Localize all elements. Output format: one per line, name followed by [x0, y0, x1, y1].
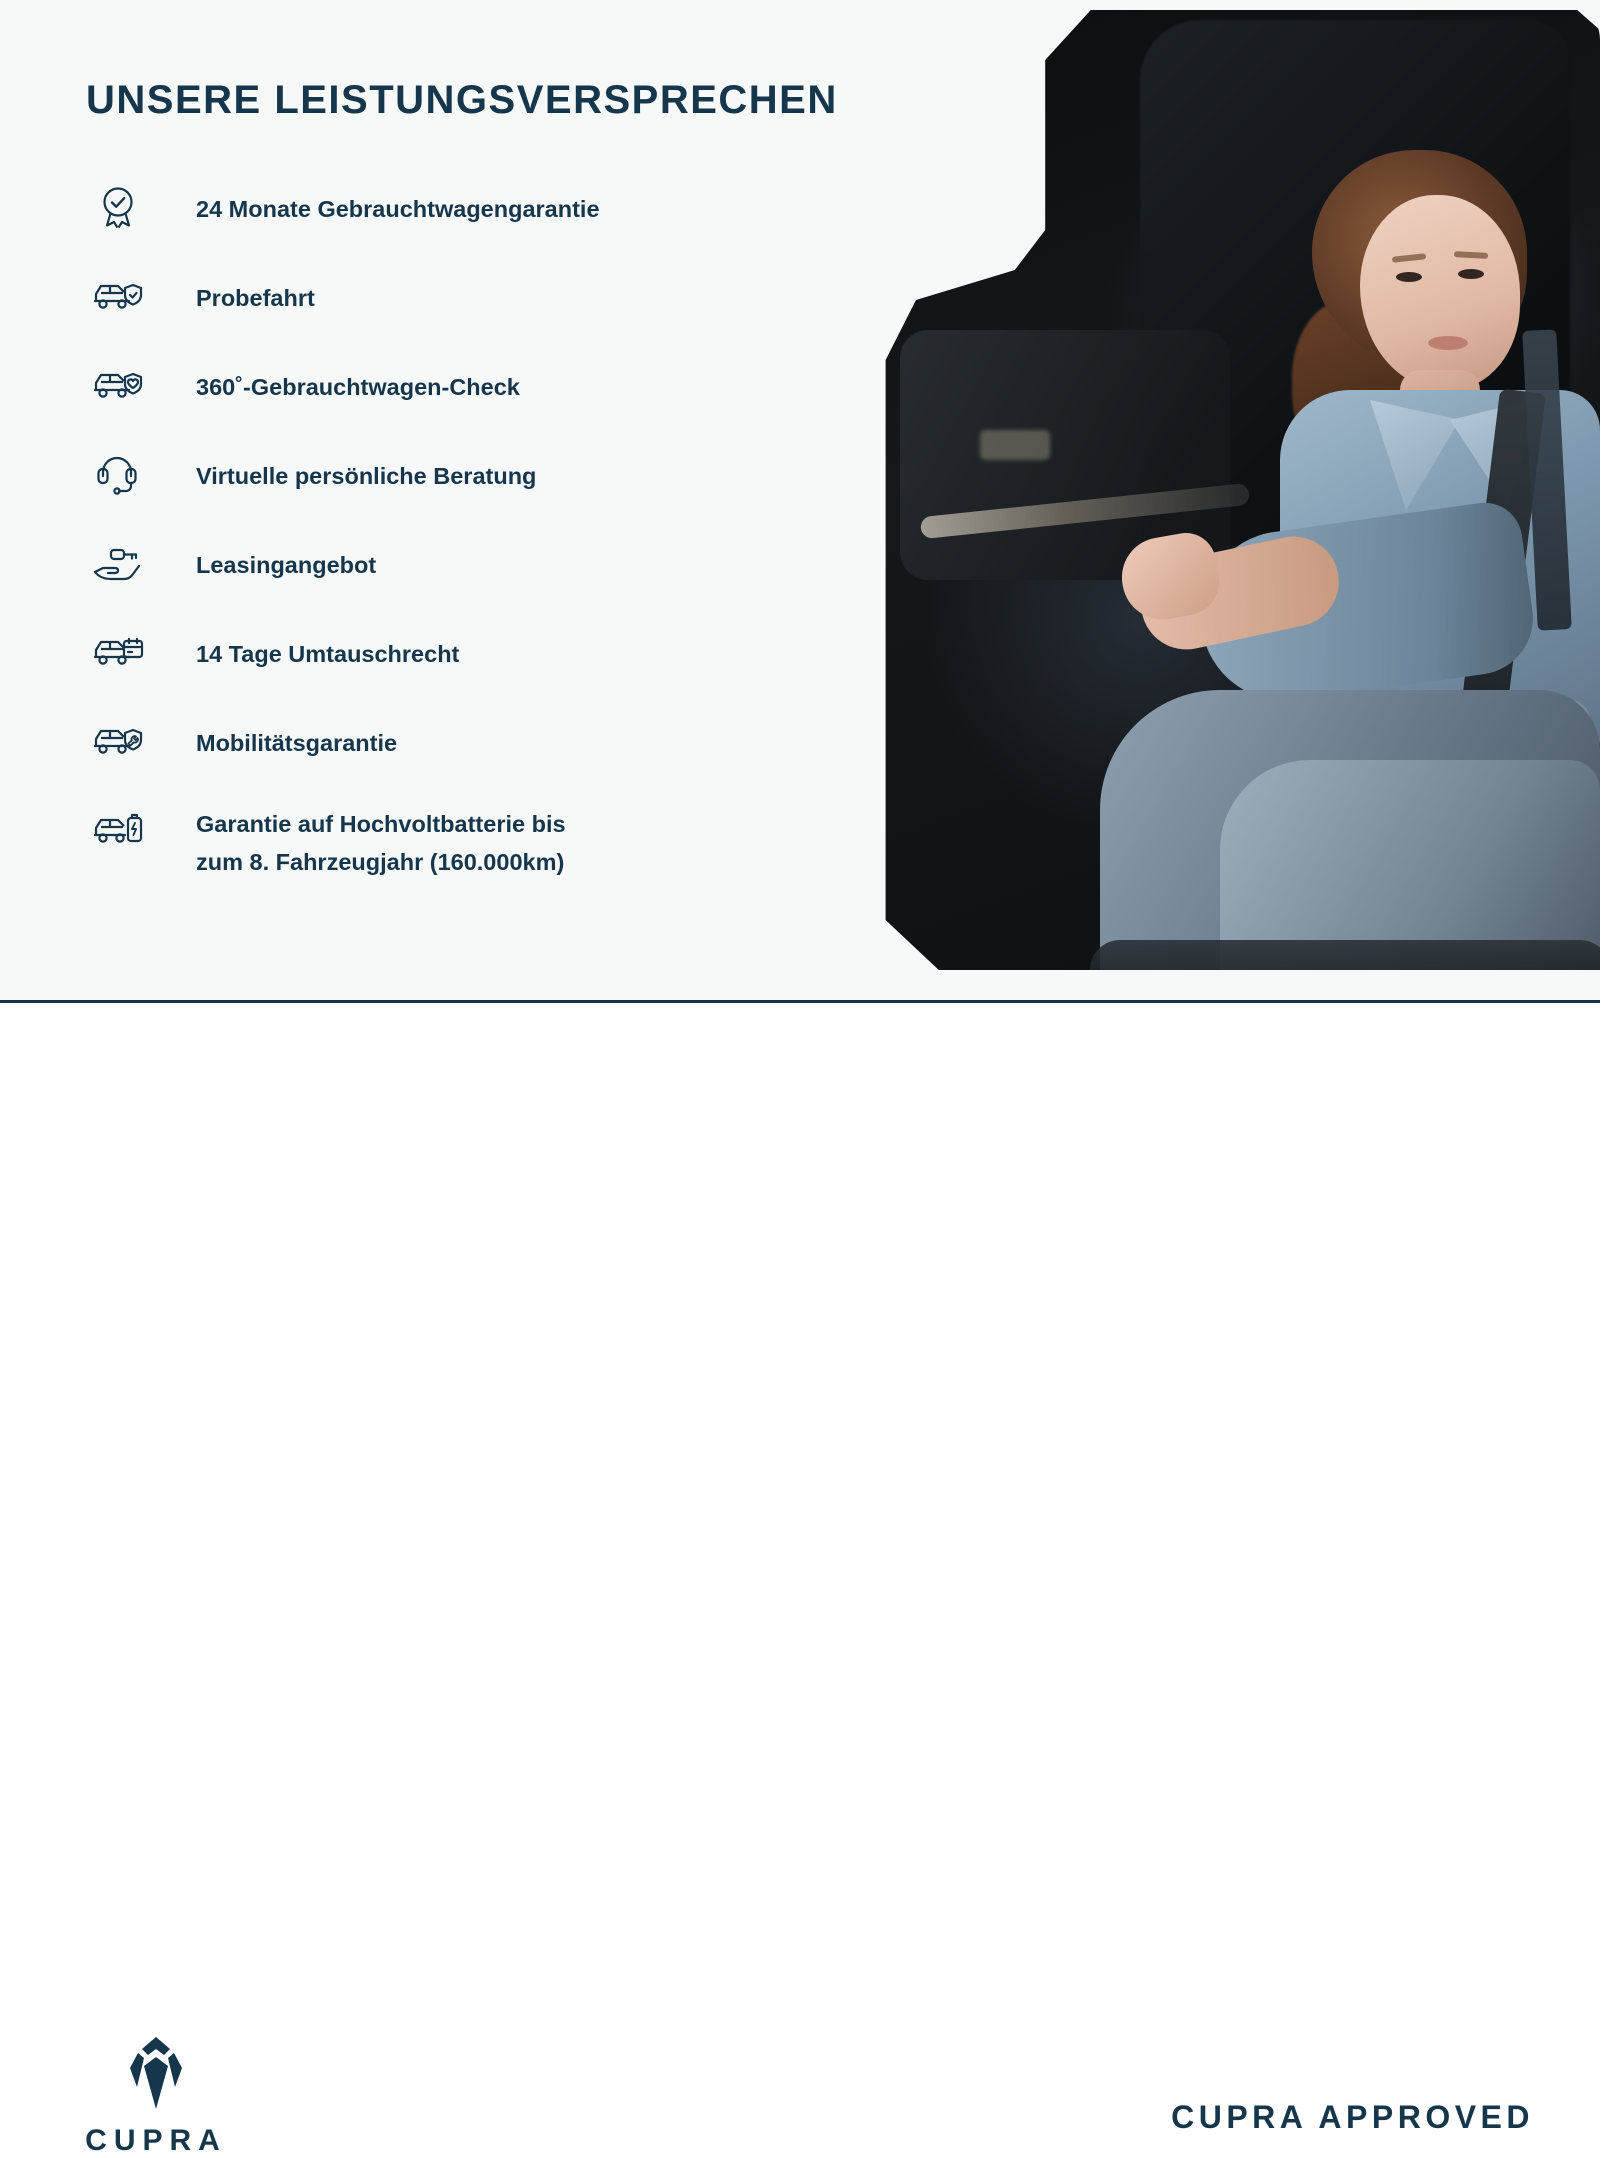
- list-item: [78, 536, 878, 598]
- list-item-label: Virtuelle persönliche Beratung: [196, 463, 537, 489]
- cupra-logo-icon: [108, 2035, 204, 2116]
- brand-lockup: [66, 2035, 246, 2158]
- hero-photo: [840, 0, 1600, 1000]
- hero-photo-shape: [840, 0, 1600, 1000]
- list-item: [78, 358, 878, 420]
- eye-left: [1396, 272, 1422, 282]
- list-item-label: 24 Monate Gebrauchtwagengarantie: [196, 196, 600, 222]
- car-heart-icon: [78, 358, 158, 408]
- list-item: [78, 180, 878, 242]
- car-shield-icon: [78, 269, 158, 319]
- brand-wordmark: CUPRA: [85, 2124, 227, 2157]
- list-item-label: 14 Tage Umtauschrecht: [196, 641, 460, 667]
- car-wrench-icon: [78, 714, 158, 764]
- page-title: UNSERE LEISTUNGSVERSPRECHEN: [86, 78, 838, 122]
- car-calendar-icon: [78, 625, 158, 675]
- list-item-label: Garantie auf Hochvoltbatterie bis: [196, 811, 566, 837]
- list-item-label: Probefahrt: [196, 285, 315, 311]
- list-item: [78, 269, 878, 331]
- list-item-label: 360˚-Gebrauchtwagen-Check: [196, 374, 520, 400]
- list-item: [78, 625, 878, 687]
- hand-key-icon: [78, 536, 158, 586]
- headset-icon: [78, 447, 158, 497]
- lips: [1428, 336, 1468, 350]
- list-item: [78, 447, 878, 509]
- list-item-label-line2: zum 8. Fahrzeugjahr (160.000km): [196, 849, 565, 876]
- trousers-leg: [1220, 760, 1600, 1020]
- list-item: [78, 803, 878, 881]
- door-light: [980, 430, 1050, 460]
- list-item: [78, 714, 878, 776]
- car-battery-icon: [78, 803, 158, 853]
- eye-right: [1458, 269, 1484, 279]
- benefits-list: [78, 180, 878, 908]
- list-item-label: Mobilitätsgarantie: [196, 730, 398, 756]
- badge-check-icon: [78, 180, 158, 234]
- list-item-label: Leasingangebot: [196, 552, 377, 578]
- approved-label: CUPRA APPROVED: [1171, 2099, 1534, 2135]
- footer: [0, 1003, 1600, 2157]
